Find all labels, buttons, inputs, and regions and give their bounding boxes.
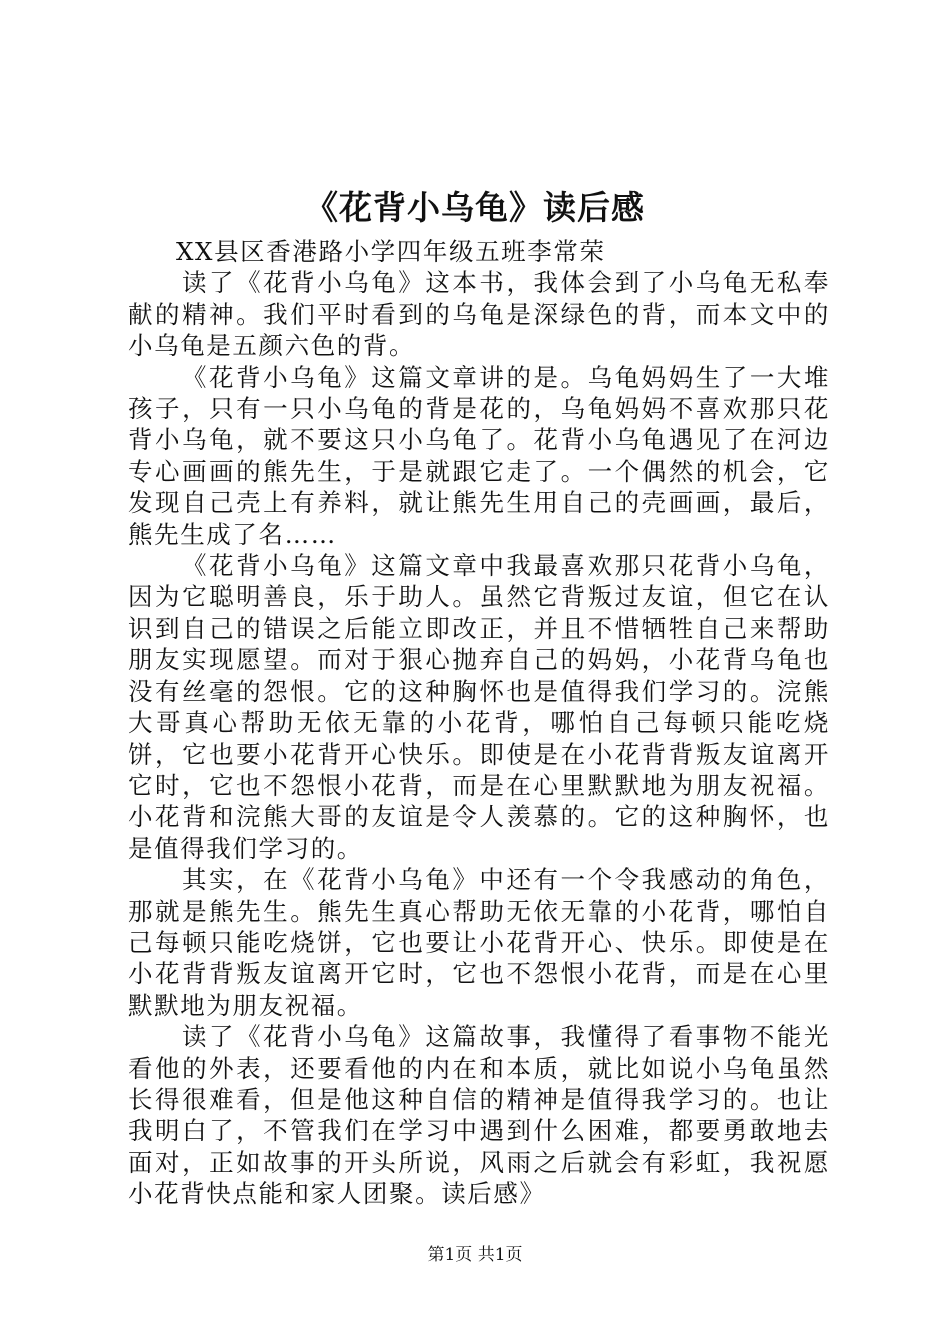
paragraph-2: 《花背小乌龟》这篇文章讲的是。乌龟妈妈生了一大堆孩子，只有一只小乌龟的背是花的，乌龟妈妈不喜欢那只花背小乌龟，就不要这只小乌龟了。花背小乌龟遇见了在河边专心画画的熊先生，于是就跟它走了。一个偶然的机会，它发现自己壳上有养料，就让熊先生用自己的壳画画，最后，熊先生成了名…… — [128, 362, 830, 549]
page-footer: 第1页 共1页 — [427, 1245, 523, 1265]
document-body — [128, 236, 830, 1210]
paragraph-4: 其实，在《花背小乌龟》中还有一个令我感动的角色，那就是熊先生。熊先生真心帮助无依无靠的小花背，哪怕自己每顿只能吃烧饼，它也要让小花背开心、快乐。即使是在小花背背叛友谊离开它时，它也不怨恨小花背，而是在心里默默地为朋友祝福。 — [128, 865, 830, 1020]
paragraph-1: 读了《花背小乌龟》这本书，我体会到了小乌龟无私奉献的精神。我们平时看到的乌龟是深绿色的背，而本文中的小乌龟是五颜六色的背。 — [128, 268, 830, 361]
author-line: XX县区香港路小学四年级五班李常荣 — [176, 237, 606, 266]
paragraph-5: 读了《花背小乌龟》这篇故事，我懂得了看事物不能光看他的外表，还要看他的内在和本质，就比如说小乌龟虽然长得很难看，但是他这种自信的精神是值得我学习的。也让我明白了，不管我们在学习中遇到什么困难，都要勇敢地去面对，正如故事的开头所说，风雨之后就会有彩虹，我祝愿小花背快点能和家人团聚。读后感》 — [128, 1022, 830, 1209]
paragraph-3: 《花背小乌龟》这篇文章中我最喜欢那只花背小乌龟，因为它聪明善良，乐于助人。虽然它背叛过友谊，但它在认识到自己的错误之后能立即改正，并且不惜牺牲自己来帮助朋友实现愿望。而对于狠心抛弃自己的妈妈，小花背乌龟也没有丝毫的怨恨。它的这种胸怀也是值得我们学习的。浣熊大哥真心帮助无依无靠的小花背，哪怕自己每顿只能吃烧饼，它也要小花背开心快乐。即使是在小花背背叛友谊离开它时，它也不怨恨小花背，而是在心里默默地为朋友祝福。小花背和浣熊大哥的友谊是令人羡慕的。它的这种胸怀，也是值得我们学习的。 — [128, 551, 830, 863]
document-title: 《花背小乌龟》读后感 — [305, 188, 645, 227]
